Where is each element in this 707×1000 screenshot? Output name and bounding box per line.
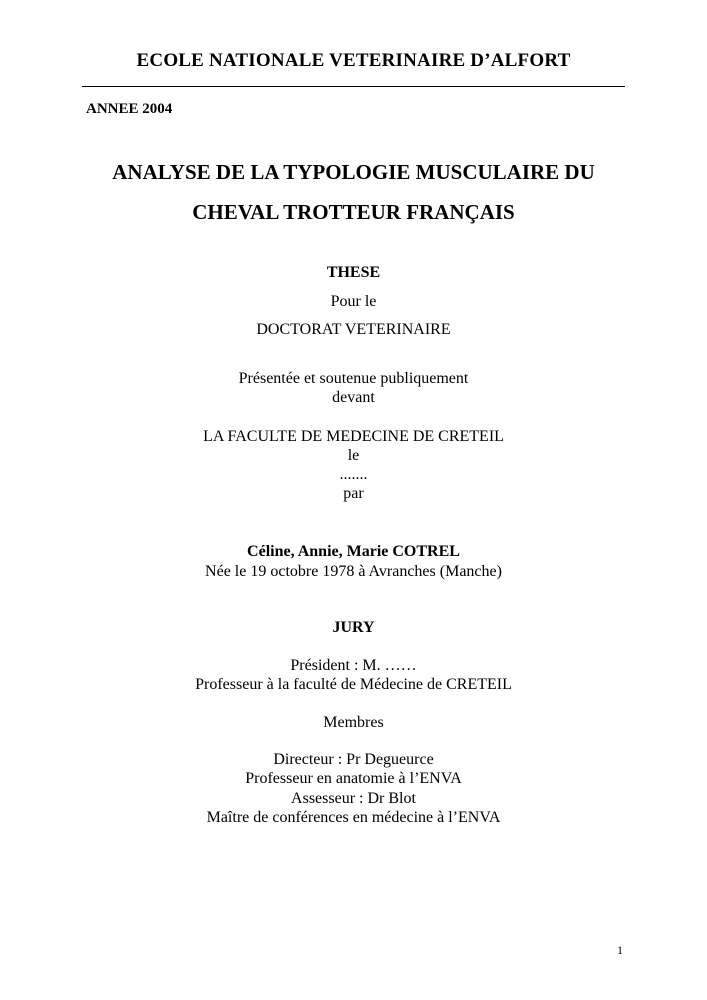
jury-assessor: Assesseur : Dr Blot [291,790,416,807]
jury-director: Directeur : Pr Degueurce [273,751,434,768]
jury-assessor-title: Maître de conférences en médecine à l’ENVA [206,809,501,826]
jury-director-title: Professeur en anatomie à l’ENVA [245,770,462,787]
thesis-faculty: LA FACULTE DE MEDECINE DE CRETEIL [203,428,504,445]
thesis-title-line-1: ANALYSE DE LA TYPOLOGIE MUSCULAIRE DU [112,160,595,184]
thesis-for: Pour le [330,293,377,310]
thesis-date: ....... [339,466,368,483]
author-name: Céline, Annie, Marie COTREL [247,543,460,560]
thesis-par: par [343,485,364,502]
page-number: 1 [617,943,623,957]
jury-president: Président : M. …… [290,657,417,674]
thesis-heading: THESE [326,264,381,281]
thesis-degree: DOCTORAT VETERINAIRE [256,321,451,338]
thesis-before: devant [332,389,375,406]
jury-members-label: Membres [323,714,384,731]
author-birth: Née le 19 octobre 1978 à Avranches (Manche) [205,563,502,580]
institution-header: ECOLE NATIONALE VETERINAIRE D’ALFORT [136,50,571,71]
thesis-year: ANNEE 2004 [86,101,173,117]
header-divider [82,86,625,87]
thesis-presented: Présentée et soutenue publiquement [238,370,469,387]
jury-heading: JURY [332,619,375,636]
jury-president-title: Professeur à la faculté de Médecine de CRETEIL [195,676,512,693]
thesis-le: le [347,447,360,464]
thesis-title-line-2: CHEVAL TROTTEUR FRANÇAIS [192,200,515,224]
